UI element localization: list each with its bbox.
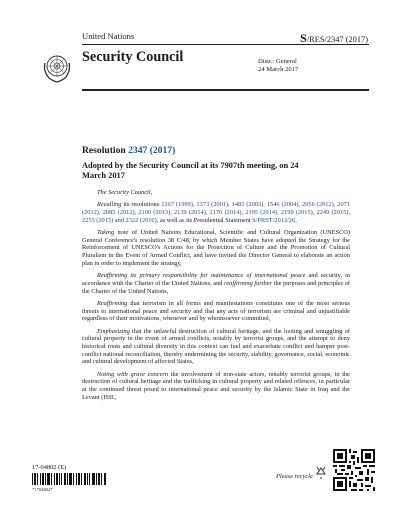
symbol-rest: /RES/2347 (2017)	[306, 35, 368, 44]
document-body	[82, 189, 350, 406]
paragraph-noting	[82, 371, 350, 402]
paragraph-reaffirming-responsibility	[82, 272, 350, 295]
resolution-title	[82, 145, 175, 156]
paragraph-emphasizing	[82, 328, 350, 367]
document-date: 24 March 2017	[258, 66, 299, 73]
paragraph-lead: Reaffirming	[97, 272, 128, 280]
barcode-icon	[32, 473, 106, 485]
paragraph-text: , as well as its Presidential Statement	[156, 216, 253, 224]
resolutions-links[interactable]: 1267 (1999), 1373 (2001), 1483 (2003), 1546 (2004), 2056 (2012), 2071 (2012), 2085 (2012), 2100 (2013), 2139 (2014), 2170 (2014), 2195 (2014), 2199 (2015), 2249 (2015), 2253 (2015) and 2322 (2016)	[82, 201, 350, 224]
paragraph-lead: reaffirming further	[224, 279, 273, 287]
organization-name: United Nations	[82, 31, 135, 41]
paragraph-reaffirming-terrorism	[82, 300, 350, 323]
recycle-notice: Please recycle	[276, 473, 313, 480]
paragraph-text: ,	[295, 216, 297, 224]
header-rule-top	[82, 44, 369, 45]
symbol-prefix: S	[300, 31, 307, 45]
resolution-number-link[interactable]: 2347 (2017)	[128, 145, 176, 156]
resolution-title-prefix: Resolution	[82, 145, 129, 156]
paragraph-text: the involvement of non-state actors, notably terrorist groups, in the destruction of cultural heritage and the trafficking in cultural property and related offences, in particular at the continued threat posed to international peace and security by the Islamic State in Iraq and the Levant (ISIL,	[82, 370, 350, 401]
paragraph-text: its resolutions	[121, 201, 162, 209]
adoption-statement: Adopted by the Security Council at its 7907th meeting, on 24 March 2017	[82, 161, 299, 180]
salutation: The Security Council,	[97, 189, 153, 196]
recycle-icon	[314, 466, 328, 480]
header-rule-bottom	[82, 89, 369, 91]
paragraph-lead: Recalling	[97, 201, 122, 209]
paragraph-text: that the unlawful destruction of cultural heritage, and the looting and smuggling of cultural property in the event of armed conflicts, notably by terrorist groups, and the attempt to deny historical roots and cultural diversity in this context can fuel and exacerbate conflict and hamper post-conflict national reconciliation, thereby undermining the security, stability, governance, social, economic and cultural development of affected States,	[82, 327, 350, 366]
paragraph-text: the purposes and principles of the Charter of the United Nations,	[82, 279, 350, 295]
paragraph-lead: Taking note	[97, 229, 129, 236]
paragraph-lead: Noting with grave concern	[97, 370, 169, 378]
paragraph-recalling	[82, 201, 350, 224]
paragraph-text: that terrorism in all forms and manifestations constitutes one of the most serious threats to international peace and security and that any acts of terrorism are criminal and unjustifiable regardless of their motivations, whenever and by whomsoever committed,	[82, 299, 350, 323]
distribution-block	[258, 58, 298, 74]
paragraph-lead: Emphasizing	[97, 327, 130, 335]
barcode-number: *1704802*	[32, 487, 53, 492]
paragraph-taking-note	[82, 229, 350, 268]
presidential-statement-link[interactable]: S/PRST/2012/26	[252, 216, 296, 224]
distribution-label: Distr.: General	[258, 58, 297, 65]
paragraph-text: and security, in accordance with the Charter of the United Nations, and	[82, 272, 351, 287]
paragraph-lead: Reaffirming	[97, 299, 128, 307]
paragraph-text: of United Nations Educational, Scientific and Cultural Organization (UNESCO) General Conference's resolution 38 C/48, by which Member States have adopted the Strategy for the Reinforcement of UNESCO's Actions for the Protection of Culture and the Promotion of Cultural Pluralism in the Event of Armed Conflict, and have invited the Director General to elaborate an action plan in order to implement the strategy,	[82, 229, 351, 267]
document-number: 17-04802 (E)	[32, 464, 67, 471]
un-emblem-icon	[40, 51, 74, 85]
council-name: Security Council	[82, 49, 184, 65]
paragraph-italic-text: its primary responsibility for maintenance of international peace	[127, 272, 306, 280]
qr-code-icon	[333, 449, 375, 491]
